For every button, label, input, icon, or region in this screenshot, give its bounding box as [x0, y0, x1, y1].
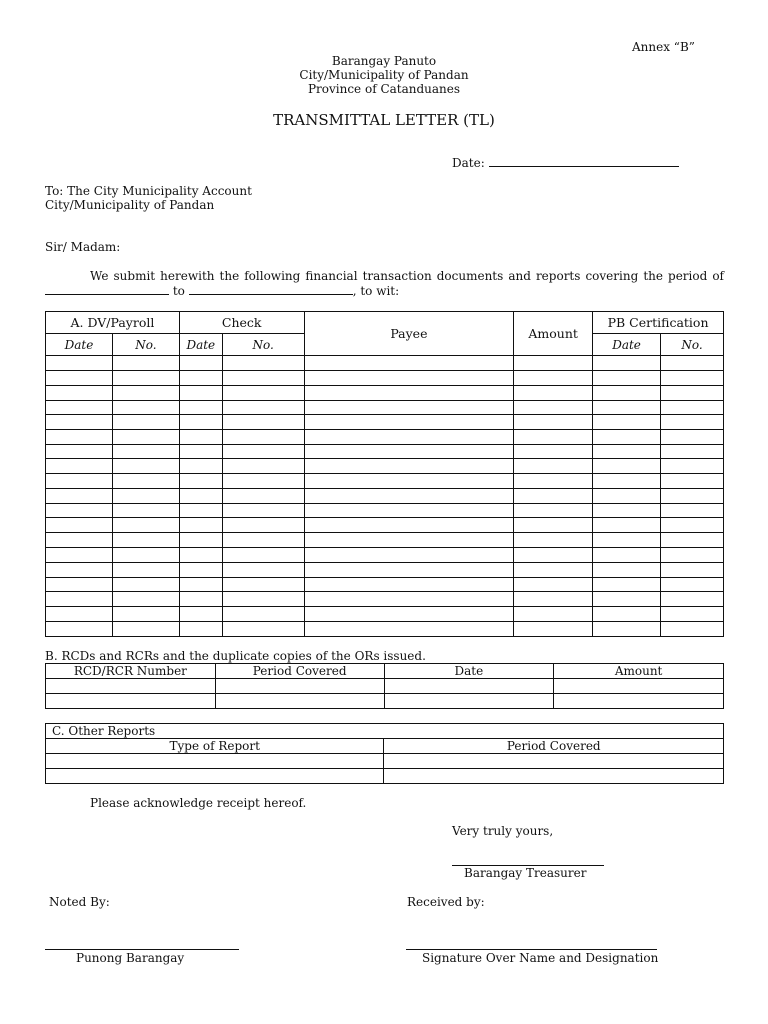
table-cell[interactable]: [222, 386, 304, 401]
table-cell[interactable]: [179, 533, 222, 548]
pb-date-header: Date: [593, 334, 661, 356]
closing-text: Very truly yours,: [452, 824, 554, 838]
section-a-table: [45, 311, 724, 637]
rcd-number-header: RCD/RCR Number: [46, 664, 216, 679]
table-row: [46, 430, 724, 445]
table-row: [46, 622, 724, 637]
table-cell[interactable]: [112, 607, 179, 622]
table-row: [46, 754, 724, 769]
table-row: [46, 445, 724, 459]
table-cell[interactable]: [304, 356, 514, 371]
table-cell[interactable]: [46, 489, 113, 504]
noted-by-label: Noted By:: [49, 895, 110, 909]
check-no-header: No.: [222, 334, 304, 356]
table-cell[interactable]: [661, 386, 724, 401]
table-cell[interactable]: [222, 356, 304, 371]
acknowledge-text: Please acknowledge receipt hereof.: [90, 796, 307, 810]
table-cell[interactable]: [179, 563, 222, 578]
table-cell[interactable]: [304, 489, 514, 504]
recipient-line2: City/Municipality of Pandan: [45, 198, 215, 212]
table-cell[interactable]: [46, 504, 113, 518]
table-cell[interactable]: [593, 563, 661, 578]
table-cell[interactable]: [179, 474, 222, 489]
table-cell[interactable]: [112, 489, 179, 504]
table-cell[interactable]: [304, 445, 514, 459]
table-cell[interactable]: [179, 548, 222, 563]
period-covered-header: Period Covered: [215, 664, 384, 679]
table-cell[interactable]: [514, 504, 593, 518]
dv-date-header: Date: [46, 334, 113, 356]
table-cell[interactable]: [514, 518, 593, 533]
date-label: Date:: [452, 156, 485, 170]
table-cell[interactable]: [179, 578, 222, 592]
table-cell[interactable]: [304, 548, 514, 563]
table-cell[interactable]: [179, 386, 222, 401]
table-cell[interactable]: [304, 518, 514, 533]
table-cell[interactable]: [514, 563, 593, 578]
table-cell[interactable]: [46, 518, 113, 533]
barangay-name: Barangay Panuto: [331, 54, 437, 68]
table-cell[interactable]: [46, 430, 113, 445]
table-cell[interactable]: [661, 592, 724, 607]
table-cell[interactable]: [112, 548, 179, 563]
body-line1: We submit herewith the following financial transaction documents and reports covering the period of: [90, 269, 724, 283]
table-cell[interactable]: [514, 548, 593, 563]
signature-label: Signature Over Name and Designation: [422, 951, 659, 965]
section-b-table: [45, 663, 724, 709]
table-cell[interactable]: [304, 474, 514, 489]
table-row: [46, 563, 724, 578]
table-cell[interactable]: [222, 563, 304, 578]
table-cell[interactable]: [661, 504, 724, 518]
table-cell[interactable]: [179, 415, 222, 430]
table-cell[interactable]: [593, 607, 661, 622]
table-cell[interactable]: [112, 474, 179, 489]
annex-label: Annex “B”: [632, 40, 695, 54]
table-cell[interactable]: [593, 622, 661, 637]
section-c-title: C. Other Reports: [46, 724, 724, 739]
table-cell[interactable]: [46, 371, 113, 386]
table-cell[interactable]: [46, 401, 113, 415]
table-row: [46, 356, 724, 371]
table-cell[interactable]: [222, 622, 304, 637]
section-b-title: B. RCDs and RCRs and the duplicate copies of the ORs issued.: [45, 649, 426, 663]
table-cell[interactable]: [593, 371, 661, 386]
check-date-header: Date: [179, 334, 222, 356]
pb-certification-header: PB Certification: [593, 312, 724, 334]
table-cell[interactable]: [661, 563, 724, 578]
table-row: [46, 474, 724, 489]
section-a-rows: [46, 356, 724, 637]
table-cell[interactable]: [661, 622, 724, 637]
table-cell[interactable]: [46, 415, 113, 430]
table-row: [46, 401, 724, 415]
table-cell[interactable]: [46, 533, 113, 548]
table-cell[interactable]: [179, 489, 222, 504]
table-cell[interactable]: [222, 592, 304, 607]
table-cell[interactable]: [304, 607, 514, 622]
table-cell[interactable]: [514, 459, 593, 474]
table-row: [46, 694, 724, 709]
table-cell[interactable]: [661, 474, 724, 489]
dv-payroll-header: A. DV/Payroll: [46, 312, 180, 334]
table-cell[interactable]: [112, 563, 179, 578]
table-cell[interactable]: [593, 592, 661, 607]
table-cell[interactable]: [514, 578, 593, 592]
table-row: [46, 415, 724, 430]
table-cell[interactable]: [112, 533, 179, 548]
table-cell[interactable]: [304, 371, 514, 386]
province-name: Province of Catanduanes: [307, 82, 461, 96]
amount-header: Amount: [514, 312, 593, 356]
document-title: TRANSMITTAL LETTER (TL): [273, 111, 495, 129]
table-cell[interactable]: [222, 607, 304, 622]
received-by-label: Received by:: [407, 895, 485, 909]
table-cell[interactable]: [514, 489, 593, 504]
table-row: [46, 518, 724, 533]
table-cell[interactable]: [179, 622, 222, 637]
table-cell[interactable]: [112, 401, 179, 415]
table-cell[interactable]: [179, 592, 222, 607]
table-cell[interactable]: [46, 356, 113, 371]
salutation: Sir/ Madam:: [45, 240, 121, 254]
amount-header: Amount: [554, 664, 724, 679]
table-cell[interactable]: [222, 578, 304, 592]
table-cell[interactable]: [112, 504, 179, 518]
body-line2: [45, 284, 399, 298]
table-row: [46, 386, 724, 401]
table-cell[interactable]: [593, 386, 661, 401]
table-cell[interactable]: [661, 489, 724, 504]
table-cell[interactable]: [222, 445, 304, 459]
date-row: [452, 156, 679, 170]
table-cell[interactable]: [661, 548, 724, 563]
header-block: [234, 54, 534, 96]
table-row: [46, 459, 724, 474]
recipient-line1: To: The City Municipality Account: [45, 184, 252, 198]
treasurer-label: Barangay Treasurer: [464, 866, 587, 880]
table-cell[interactable]: [46, 459, 113, 474]
table-cell[interactable]: [304, 386, 514, 401]
table-cell[interactable]: [304, 430, 514, 445]
table-cell[interactable]: [46, 474, 113, 489]
table-cell[interactable]: [179, 518, 222, 533]
table-cell[interactable]: [179, 504, 222, 518]
body-to: to: [172, 284, 185, 298]
table-cell[interactable]: [179, 607, 222, 622]
punong-label: Punong Barangay: [76, 951, 185, 965]
table-cell[interactable]: [179, 356, 222, 371]
table-cell[interactable]: [661, 533, 724, 548]
table-cell[interactable]: [112, 430, 179, 445]
table-cell[interactable]: [222, 474, 304, 489]
table-cell[interactable]: [112, 578, 179, 592]
table-cell[interactable]: [514, 474, 593, 489]
punong-signature-line[interactable]: [45, 949, 239, 950]
table-cell[interactable]: [222, 489, 304, 504]
table-cell[interactable]: [179, 430, 222, 445]
table-cell[interactable]: [46, 548, 113, 563]
table-cell[interactable]: [514, 592, 593, 607]
table-cell[interactable]: [593, 548, 661, 563]
received-signature-line[interactable]: [406, 949, 657, 950]
table-cell[interactable]: [661, 356, 724, 371]
table-cell[interactable]: [112, 518, 179, 533]
table-cell[interactable]: [661, 518, 724, 533]
municipality-name: City/Municipality of Pandan: [299, 68, 469, 82]
table-cell[interactable]: [46, 578, 113, 592]
table-cell[interactable]: [304, 578, 514, 592]
table-cell[interactable]: [514, 386, 593, 401]
table-cell[interactable]: [593, 474, 661, 489]
table-cell[interactable]: [222, 518, 304, 533]
table-cell[interactable]: [112, 622, 179, 637]
table-cell[interactable]: [222, 401, 304, 415]
dv-no-header: No.: [112, 334, 179, 356]
table-cell[interactable]: [112, 415, 179, 430]
table-cell[interactable]: [593, 533, 661, 548]
check-header: Check: [179, 312, 304, 334]
recipient-block: [45, 184, 252, 212]
period-start-line[interactable]: [45, 293, 169, 295]
type-of-report-header: Type of Report: [46, 739, 384, 754]
table-cell[interactable]: [112, 356, 179, 371]
table-cell[interactable]: [46, 592, 113, 607]
table-cell[interactable]: [593, 578, 661, 592]
table-cell[interactable]: [514, 533, 593, 548]
table-cell[interactable]: [222, 371, 304, 386]
table-cell[interactable]: [222, 415, 304, 430]
period-end-line[interactable]: [189, 293, 353, 295]
table-cell[interactable]: [661, 445, 724, 459]
table-cell[interactable]: [593, 430, 661, 445]
report-period-header: Period Covered: [384, 739, 724, 754]
table-row: [46, 769, 724, 784]
table-cell[interactable]: [222, 548, 304, 563]
table-cell[interactable]: [179, 371, 222, 386]
table-cell[interactable]: [46, 563, 113, 578]
table-row: [46, 371, 724, 386]
table-row: [46, 578, 724, 592]
table-cell[interactable]: [514, 445, 593, 459]
table-cell[interactable]: [514, 622, 593, 637]
table-cell[interactable]: [222, 533, 304, 548]
table-cell[interactable]: [112, 459, 179, 474]
table-cell[interactable]: [112, 386, 179, 401]
table-cell[interactable]: [304, 415, 514, 430]
table-cell[interactable]: [661, 415, 724, 430]
table-cell[interactable]: [514, 430, 593, 445]
date-line[interactable]: [489, 165, 679, 167]
table-cell[interactable]: [222, 430, 304, 445]
table-cell[interactable]: [46, 386, 113, 401]
table-cell[interactable]: [514, 371, 593, 386]
table-cell[interactable]: [112, 371, 179, 386]
table-row: [46, 489, 724, 504]
table-cell[interactable]: [593, 415, 661, 430]
table-cell[interactable]: [46, 607, 113, 622]
table-cell[interactable]: [304, 533, 514, 548]
table-cell[interactable]: [514, 415, 593, 430]
table-cell[interactable]: [514, 607, 593, 622]
table-row: [46, 504, 724, 518]
table-cell[interactable]: [304, 504, 514, 518]
table-cell[interactable]: [179, 401, 222, 415]
table-cell[interactable]: [593, 504, 661, 518]
table-cell[interactable]: [304, 459, 514, 474]
table-row: [46, 548, 724, 563]
table-cell[interactable]: [304, 622, 514, 637]
section-c-table: [45, 723, 724, 784]
table-row: [46, 679, 724, 694]
table-cell[interactable]: [46, 445, 113, 459]
table-cell[interactable]: [112, 445, 179, 459]
table-cell[interactable]: [222, 459, 304, 474]
table-cell[interactable]: [304, 592, 514, 607]
table-cell[interactable]: [593, 401, 661, 415]
table-cell[interactable]: [593, 459, 661, 474]
table-cell[interactable]: [46, 622, 113, 637]
date-header: Date: [384, 664, 554, 679]
table-cell[interactable]: [593, 518, 661, 533]
table-cell[interactable]: [661, 401, 724, 415]
table-cell[interactable]: [112, 592, 179, 607]
pb-no-header: No.: [661, 334, 724, 356]
table-row: [46, 533, 724, 548]
table-cell[interactable]: [661, 371, 724, 386]
table-cell[interactable]: [593, 489, 661, 504]
table-cell[interactable]: [593, 445, 661, 459]
body-wit: , to wit:: [352, 284, 400, 298]
table-cell[interactable]: [304, 563, 514, 578]
table-cell[interactable]: [661, 459, 724, 474]
table-cell[interactable]: [179, 445, 222, 459]
table-row: [46, 607, 724, 622]
table-row: [46, 592, 724, 607]
table-cell[interactable]: [514, 401, 593, 415]
table-cell[interactable]: [179, 459, 222, 474]
payee-header: Payee: [304, 312, 514, 356]
table-cell[interactable]: [661, 578, 724, 592]
table-cell[interactable]: [593, 356, 661, 371]
table-cell[interactable]: [661, 607, 724, 622]
table-cell[interactable]: [661, 430, 724, 445]
table-cell[interactable]: [514, 356, 593, 371]
table-cell[interactable]: [304, 401, 514, 415]
table-cell[interactable]: [222, 504, 304, 518]
